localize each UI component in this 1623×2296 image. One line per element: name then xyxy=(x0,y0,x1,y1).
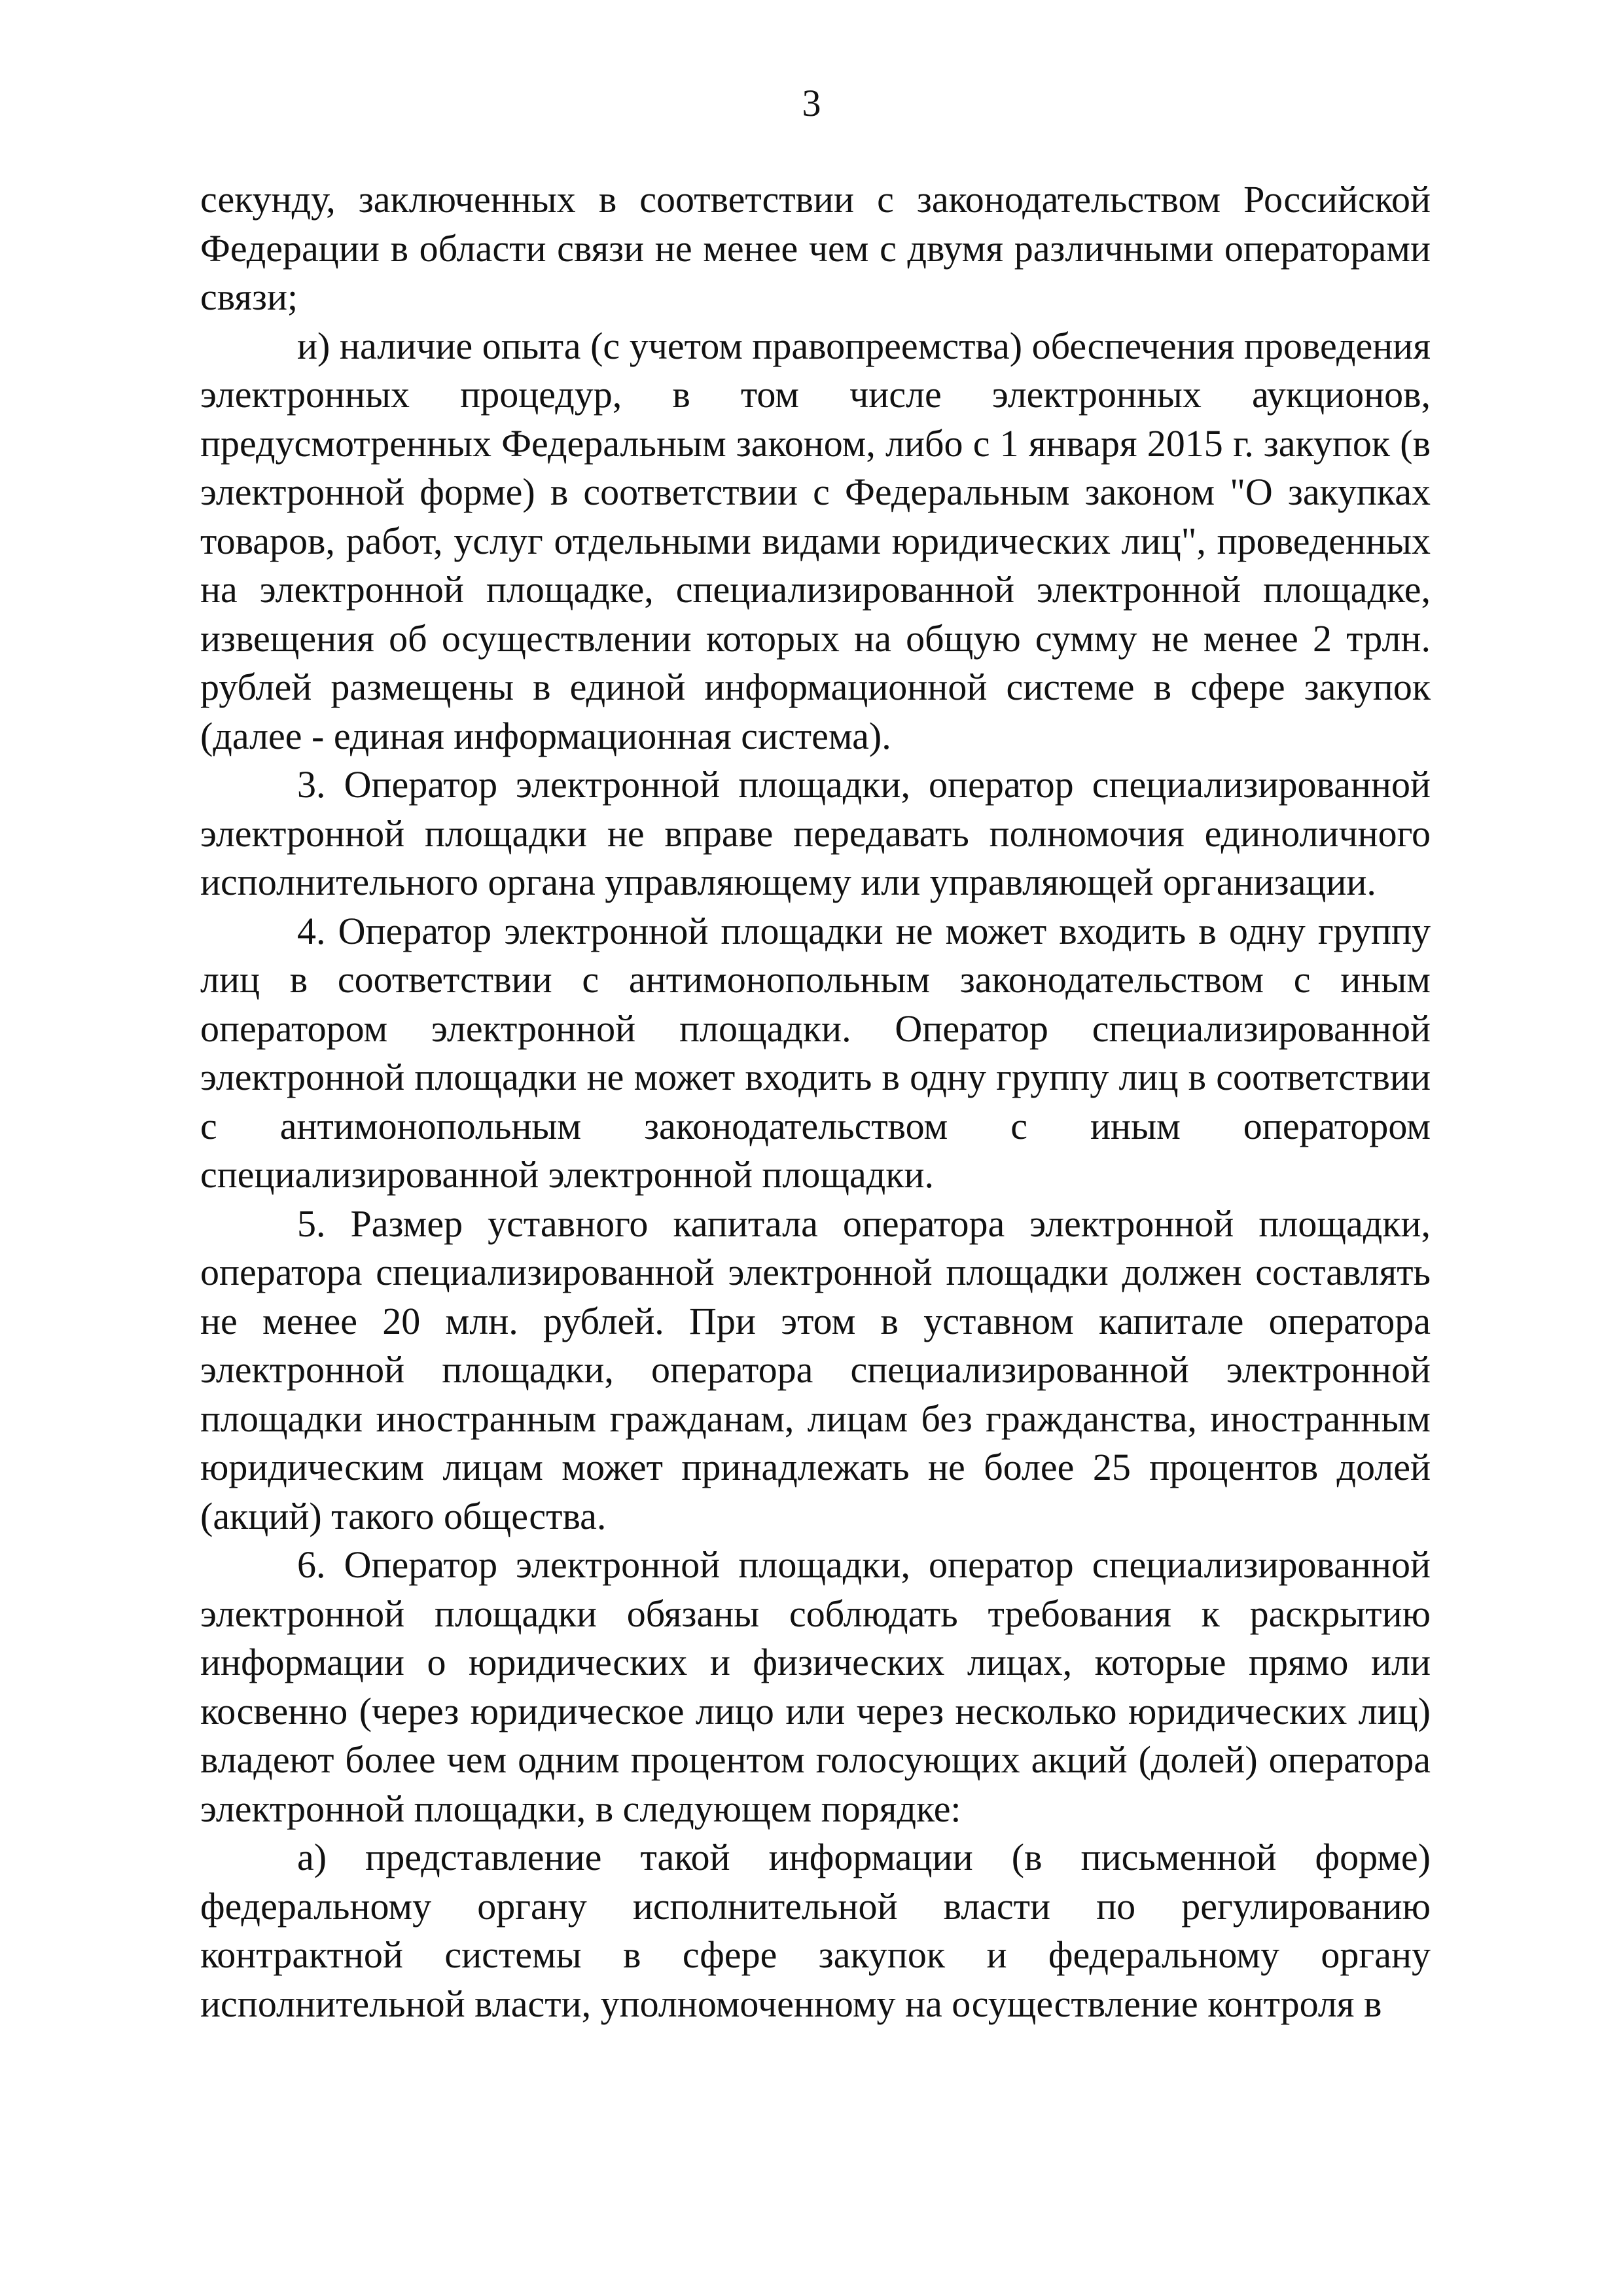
paragraph-4: 4. Оператор электронной площадки не может входить в одну группу лиц в соответствии с антимонопольным законодательством с иным оператором электронной площадки. Оператор специализированной электронной площадки не может входить в одну группу лиц в соответствии с антимонопольным законодательством с иным оператором специализированной электронной площадки. xyxy=(200,909,1431,1196)
paragraph-6: 6. Оператор электронной площадки, оператор специализированной электронной площадки обязаны соблюдать требования к раскрытию информации о юридических и физических лицах, которые прямо или косвенно (через юридическое лицо или через несколько юридических лиц) владеют более чем одним процентом голосующих акций (долей) оператора электронной площадки, в следующем порядке: xyxy=(200,1543,1431,1830)
paragraph-item-a: а) представление такой информации (в письменной форме) федеральному органу исполнительной власти по регулированию контрактной системы в сфере закупок и федеральному органу исполнительной власти, уполномоченному на осуществление контроля в xyxy=(200,1836,1431,2025)
document-body xyxy=(200,175,1431,2028)
paragraph-continuation: секунду, заключенных в соответствии с законодательством Российской Федерации в области связи не менее чем с двумя различными операторами связи; xyxy=(200,178,1431,318)
page-number: 3 xyxy=(802,82,821,124)
paragraph-3: 3. Оператор электронной площадки, оператор специализированной электронной площадки не вправе передавать полномочия единоличного исполнительного органа управляющему или управляющей организации. xyxy=(200,763,1431,903)
paragraph-item-i: и) наличие опыта (с учетом правопреемства) обеспечения проведения электронных процедур, в том числе электронных аукционов, предусмотренных Федеральным законом, либо с 1 января 2015 г. закупок (в электронной форме) в соответствии с Федеральным законом "О закупках товаров, работ, услуг отдельными видами юридических лиц", проведенных на электронной площадке, специализированной электронной площадке, извещения об осуществлении которых на общую сумму не менее 2 трлн. рублей размещены в единой информационной системе в сфере закупок (далее - единая информационная система). xyxy=(200,324,1431,757)
paragraph-5: 5. Размер уставного капитала оператора электронной площадки, оператора специализированной электронной площадки должен составлять не менее 20 млн. рублей. При этом в уставном капитале оператора электронной площадки, оператора специализированной электронной площадки иностранным гражданам, лицам без гражданства, иностранным юридическим лицам может принадлежать не более 25 процентов долей (акций) такого общества. xyxy=(200,1202,1431,1537)
